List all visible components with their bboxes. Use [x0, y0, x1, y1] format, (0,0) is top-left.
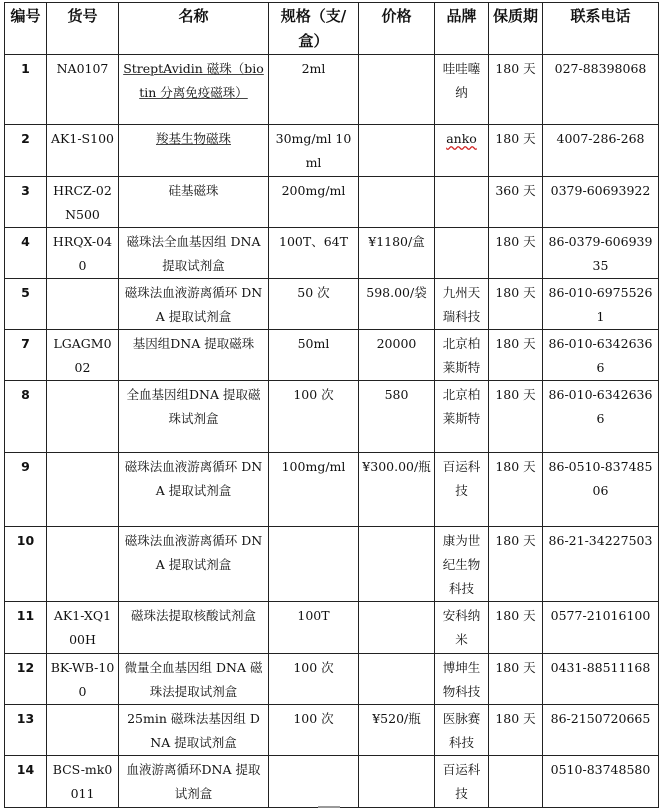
cell-item-no — [47, 705, 119, 756]
cell-item-no — [47, 381, 119, 453]
header-price: 价格 — [359, 3, 435, 55]
cell-spec: 2ml — [269, 55, 359, 125]
cell-name: 硅基磁珠 — [119, 177, 269, 228]
cell-no: 9 — [5, 453, 47, 527]
cell-brand: 医脉赛科技 — [435, 705, 489, 756]
cell-item-no: LGAGM002 — [47, 330, 119, 381]
cell-no: 4 — [5, 228, 47, 279]
cell-name: 血液游离循环DNA 提取试剂盒 — [119, 756, 269, 808]
cell-phone: 86-010-69755261 — [543, 279, 659, 330]
cell-no: 11 — [5, 602, 47, 654]
cell-spec — [269, 527, 359, 602]
cell-item-no: AK1-XQ100H — [47, 602, 119, 654]
cell-name: 25min 磁珠法基因组 DNA 提取试剂盒 — [119, 705, 269, 756]
cell-no: 14 — [5, 756, 47, 808]
cell-phone: 86-0379-60693935 — [543, 228, 659, 279]
cell-shelf-life: 180 天 — [489, 279, 543, 330]
cell-brand — [435, 125, 489, 177]
cell-spec: 100T、64T — [269, 228, 359, 279]
cell-shelf-life: 180 天 — [489, 654, 543, 705]
cell-phone: 86-010-63426366 — [543, 381, 659, 453]
cell-item-no: BK-WB-100 — [47, 654, 119, 705]
cell-price: 580 — [359, 381, 435, 453]
cell-name: 磁珠法血液游离循环 DNA 提取试剂盒 — [119, 453, 269, 527]
cell-price — [359, 654, 435, 705]
cell-brand: 百运科技 — [435, 756, 489, 808]
cell-price: ¥300.00/瓶 — [359, 453, 435, 527]
header-shelf-life: 保质期 — [489, 3, 543, 55]
cell-no: 3 — [5, 177, 47, 228]
cell-shelf-life: 180 天 — [489, 381, 543, 453]
cell-no: 12 — [5, 654, 47, 705]
cell-brand: 北京柏莱斯特 — [435, 381, 489, 453]
cell-item-no: HRQX-040 — [47, 228, 119, 279]
table-row — [5, 228, 659, 279]
table-header-row — [5, 3, 659, 55]
cell-brand — [435, 228, 489, 279]
table-row — [5, 756, 659, 808]
table-row — [5, 55, 659, 125]
table-row — [5, 381, 659, 453]
cell-spec: 100 次 — [269, 381, 359, 453]
cell-price — [359, 602, 435, 654]
cell-phone: 0577-21016100 — [543, 602, 659, 654]
header-name: 名称 — [119, 3, 269, 55]
table-row — [5, 705, 659, 756]
cell-phone: 0379-60693922 — [543, 177, 659, 228]
cell-phone: 86-21-34227503 — [543, 527, 659, 602]
cell-item-no — [47, 279, 119, 330]
cell-shelf-life: 360 天 — [489, 177, 543, 228]
cell-name: 磁珠法提取核酸试剂盒 — [119, 602, 269, 654]
cell-name: 基因组DNA 提取磁珠 — [119, 330, 269, 381]
cell-brand: 九州天瑞科技 — [435, 279, 489, 330]
cell-phone: 0510-83748580 — [543, 756, 659, 808]
cell-spec: 100 次 — [269, 654, 359, 705]
table-row — [5, 453, 659, 527]
cell-no: 13 — [5, 705, 47, 756]
cell-item-no — [47, 453, 119, 527]
cell-item-no: NA0107 — [47, 55, 119, 125]
cell-name: 磁珠法血液游离循环 DNA 提取试剂盒 — [119, 527, 269, 602]
cell-shelf-life: 180 天 — [489, 527, 543, 602]
cell-shelf-life — [489, 756, 543, 808]
cell-no: 2 — [5, 125, 47, 177]
cell-spec: 100mg/ml — [269, 453, 359, 527]
header-no: 编号 — [5, 3, 47, 55]
table-row — [5, 602, 659, 654]
cell-no: 7 — [5, 330, 47, 381]
cell-brand-text: anko — [446, 131, 477, 146]
header-phone: 联系电话 — [543, 3, 659, 55]
cell-price: ¥1180/盒 — [359, 228, 435, 279]
table-row — [5, 279, 659, 330]
cell-shelf-life: 180 天 — [489, 330, 543, 381]
cell-name — [119, 55, 269, 125]
cell-name: 磁珠法血液游离循环 DNA 提取试剂盒 — [119, 279, 269, 330]
cell-phone: 86-2150720665 — [543, 705, 659, 756]
header-item-no: 货号 — [47, 3, 119, 55]
cell-phone: 027-88398068 — [543, 55, 659, 125]
table-row — [5, 654, 659, 705]
cell-price — [359, 177, 435, 228]
cell-brand — [435, 177, 489, 228]
cell-price: 20000 — [359, 330, 435, 381]
cell-shelf-life: 180 天 — [489, 228, 543, 279]
cell-item-no: AK1-S100 — [47, 125, 119, 177]
product-table — [4, 2, 659, 808]
cell-phone: 86-0510-83748506 — [543, 453, 659, 527]
cell-brand: 哇哇噻纳 — [435, 55, 489, 125]
table-row — [5, 125, 659, 177]
header-brand: 品牌 — [435, 3, 489, 55]
cell-brand: 安科纳米 — [435, 602, 489, 654]
cell-name: 磁珠法全血基因组 DNA 提取试剂盒 — [119, 228, 269, 279]
cell-item-no: BCS-mk0011 — [47, 756, 119, 808]
cell-price — [359, 55, 435, 125]
cell-no: 10 — [5, 527, 47, 602]
cell-price: 598.00/袋 — [359, 279, 435, 330]
cell-price — [359, 125, 435, 177]
cell-spec: 50ml — [269, 330, 359, 381]
cell-phone: 0431-88511168 — [543, 654, 659, 705]
cell-name-text: 羧基生物磁珠 — [155, 131, 231, 146]
cell-brand: 康为世纪生物科技 — [435, 527, 489, 602]
cell-shelf-life: 180 天 — [489, 125, 543, 177]
cell-shelf-life: 180 天 — [489, 602, 543, 654]
table-row — [5, 177, 659, 228]
cell-brand: 博坤生物科技 — [435, 654, 489, 705]
header-spec: 规格（支/盒） — [269, 3, 359, 55]
cell-spec: 100 次 — [269, 705, 359, 756]
cell-name-text: StreptAvidin 磁珠（biotin 分离免疫磁珠） — [123, 61, 264, 100]
cell-price: ¥520/瓶 — [359, 705, 435, 756]
cell-price — [359, 756, 435, 808]
table-row — [5, 330, 659, 381]
cell-shelf-life: 180 天 — [489, 705, 543, 756]
cell-name — [119, 125, 269, 177]
cell-price — [359, 527, 435, 602]
cell-spec: 50 次 — [269, 279, 359, 330]
page-bottom-mark — [318, 806, 340, 808]
cell-name: 全血基因组DNA 提取磁珠试剂盒 — [119, 381, 269, 453]
cell-item-no — [47, 527, 119, 602]
cell-no: 1 — [5, 55, 47, 125]
cell-spec: 100T — [269, 602, 359, 654]
cell-item-no: HRCZ-02N500 — [47, 177, 119, 228]
cell-spec — [269, 756, 359, 808]
cell-brand: 百运科技 — [435, 453, 489, 527]
cell-no: 8 — [5, 381, 47, 453]
cell-name: 微量全血基因组 DNA 磁珠法提取试剂盒 — [119, 654, 269, 705]
cell-spec: 30mg/ml 10ml — [269, 125, 359, 177]
cell-shelf-life: 180 天 — [489, 453, 543, 527]
cell-phone: 4007-286-268 — [543, 125, 659, 177]
cell-spec: 200mg/ml — [269, 177, 359, 228]
table-row — [5, 527, 659, 602]
cell-shelf-life: 180 天 — [489, 55, 543, 125]
cell-phone: 86-010-63426366 — [543, 330, 659, 381]
cell-no: 5 — [5, 279, 47, 330]
cell-brand: 北京柏莱斯特 — [435, 330, 489, 381]
